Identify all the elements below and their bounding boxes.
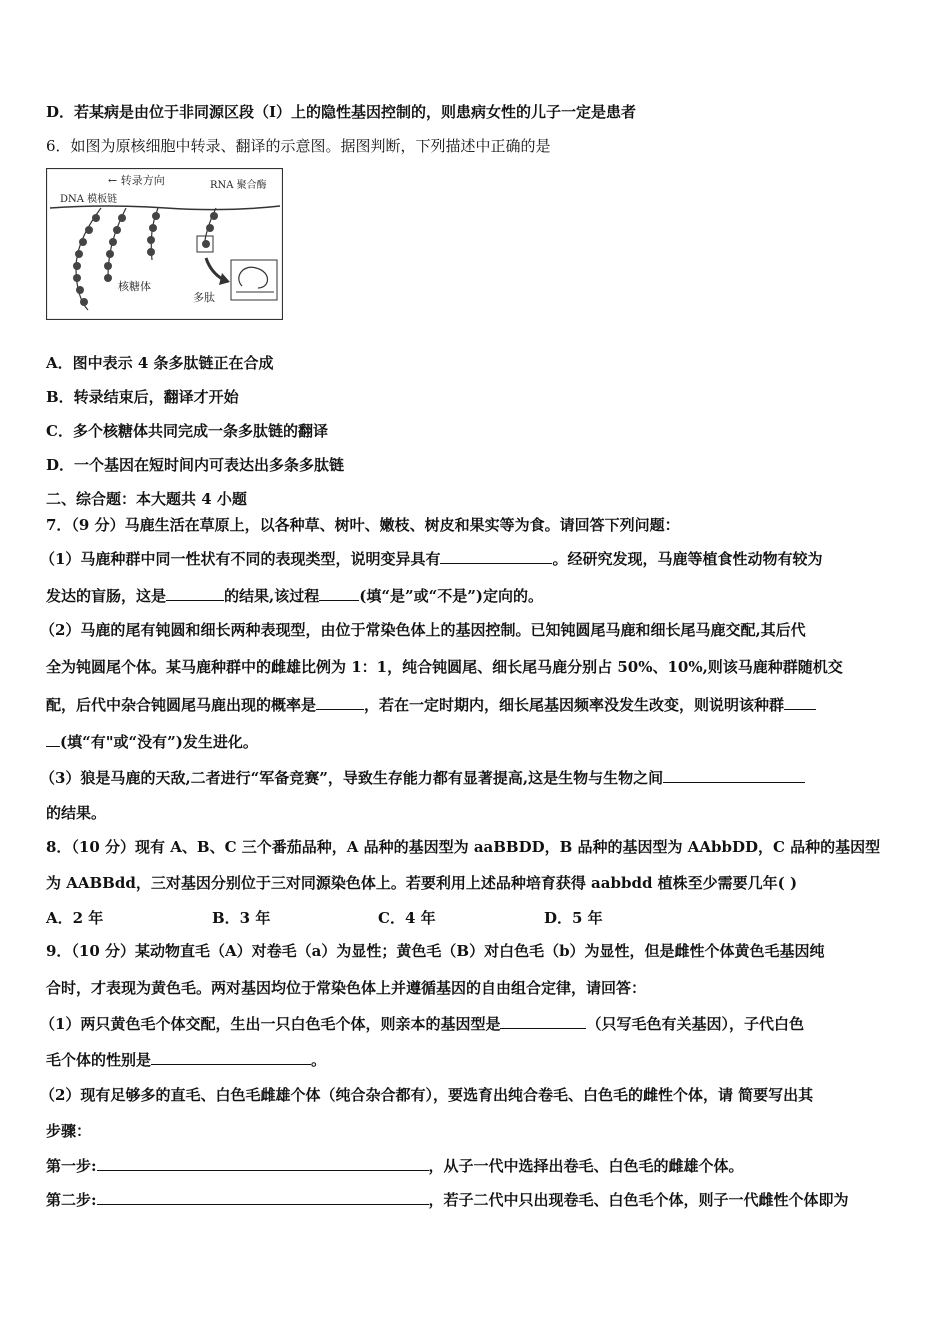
transcription-translation-diagram [46,168,283,320]
q9-part1-line2 [46,1049,326,1070]
q8-stem-line2: 为 AABBdd，三对基因分别位于三对同源染色体上。若要利用上述品种培育获得 aabbdd 植株至少需要几年( ) [46,874,798,892]
q8-option-d: D．5 年 [544,909,603,927]
answer-blank[interactable] [663,767,805,783]
q7-part3-line1 [40,767,805,788]
q8-option-a: A．2 年 [46,909,104,927]
answer-blank[interactable] [46,731,60,747]
answer-blank[interactable] [440,548,552,564]
answer-blank[interactable] [166,585,224,601]
q7-part3-text: （3）狼是马鹿的天敌,二者进行“军备竞赛”，导致生存能力都有显著提高,这是生物与生物之间 [40,769,664,787]
answer-blank[interactable] [97,1189,429,1205]
q9-part2-line2: 步骤： [46,1122,92,1140]
q9-part1-line1 [40,1013,804,1034]
q7-part1-text-4: 的结果,该过程 [224,587,320,605]
q7-part1-text: （1）马鹿种群中同一性状有不同的表现类型，说明变异具有 [40,550,441,568]
q7-part1-line2 [46,585,543,606]
answer-blank[interactable] [151,1049,311,1065]
q9-step1 [46,1155,744,1176]
q7-part2-line1: （2）马鹿的尾有钝圆和细长两种表现型，由位于常染色体上的基因控制。已知钝圆尾马鹿和细长尾马鹿交配,其后代 [40,621,806,639]
q7-part2-line3 [46,694,816,715]
q6-stem: 6．如图为原核细胞中转录、翻译的示意图。据图判断，下列描述中正确的是 [46,137,551,155]
q7-part2-text-3: (填“有"或“没有”)发生进化。 [60,733,258,751]
q7-stem: 7．（9 分）马鹿生活在草原上，以各种草、树叶、嫩枝、树皮和果实等为食。请回答下列问题： [46,516,680,534]
q6-option-a: A．图中表示 4 条多肽链正在合成 [46,354,274,372]
q7-part1-text-3: 发达的盲肠，这是 [46,587,167,605]
direction-label: ← 转录方向 [108,174,165,187]
answer-blank[interactable] [316,694,364,710]
q7-part2-text-2: ，若在一定时期内，细长尾基因频率没发生改变，则说明该种群 [364,696,785,714]
q9-part1-text-3: 毛个体的性别是 [46,1051,152,1069]
step1-label: 第一步: [46,1157,97,1175]
q8-options [46,908,603,928]
q7-part3-line2: 的结果。 [46,804,107,822]
q8-stem-line1: 8．（10 分）现有 A、B、C 三个番茄品种，A 品种的基因型为 aaBBDD，B 品种的基因型为 AAbbDD，C 品种的基因型 [46,838,881,856]
q9-part1-text-4: 。 [311,1051,327,1069]
step2-label: 第二步: [46,1191,97,1209]
inset-box [231,260,277,300]
q9-step2 [46,1189,849,1210]
step2-text: ，若子二代中只出现卷毛、白色毛个体，则子一代雌性个体即为 [428,1191,849,1209]
answer-blank[interactable] [97,1155,429,1171]
answer-blank[interactable] [500,1013,586,1029]
dna-label: DNA 模板链 [60,194,118,205]
q9-part2-line1: （2）现有足够多的直毛、白色毛雌雄个体（纯合杂合都有），要选育出纯合卷毛、白色毛的雌性个体，请 简要写出其 [40,1086,814,1104]
ribosome-label: 核糖体 [118,280,151,293]
q9-stem-line1: 9．（10 分）某动物直毛（A）对卷毛（a）为显性；黄色毛（B）对白色毛（b）为显性，但是雌性个体黄色毛基因纯 [46,942,825,960]
q7-part2-line2: 全为钝圆尾个体。某马鹿种群中的雌雄比例为 1：1，纯合钝圆尾、细长尾马鹿分别占 50%、10%,则该马鹿种群随机交 [46,658,843,676]
q6-option-c: C．多个核糖体共同完成一条多肽链的翻译 [46,422,328,440]
q7-part2-line4 [46,731,258,752]
q9-part1-text-2: （只写毛色有关基因），子代白色 [586,1015,804,1033]
q9-part1-text: （1）两只黄色毛个体交配，生出一只白色毛个体，则亲本的基因型是 [40,1015,501,1033]
peptide-label: 多肽 [193,291,215,304]
section-heading: 二、综合题：本大题共 4 小题 [46,490,247,508]
q7-part1-text-5: (填“是”或“不是”)定向的。 [359,587,543,605]
q7-part1-text-2: 。经研究发现，马鹿等植食性动物有较为 [552,550,823,568]
q7-part1-line1 [40,548,822,569]
rna-polymerase-label: RNA 聚合酶 [210,180,267,191]
q6-option-d: D．一个基因在短时间内可表达出多条多肽链 [46,456,345,474]
step1-text: ，从子一代中选择出卷毛、白色毛的雌雄个体。 [428,1157,744,1175]
q8-option-b: B．3 年 [212,909,271,927]
q7-part2-text: 配，后代中杂合钝圆尾马鹿出现的概率是 [46,696,317,714]
q6-option-b: B．转录结束后，翻译才开始 [46,388,239,406]
q8-option-c: C．4 年 [378,909,436,927]
answer-blank[interactable] [319,585,359,601]
q9-stem-line2: 合时，才表现为黄色毛。两对基因均位于常染色体上并遵循基因的自由组合定律，请回答： [46,979,647,997]
answer-blank[interactable] [784,694,816,710]
q5-option-d: D．若某病是由位于非同源区段（Ⅰ）上的隐性基因控制的，则患病女性的儿子一定是患者 [46,103,637,121]
